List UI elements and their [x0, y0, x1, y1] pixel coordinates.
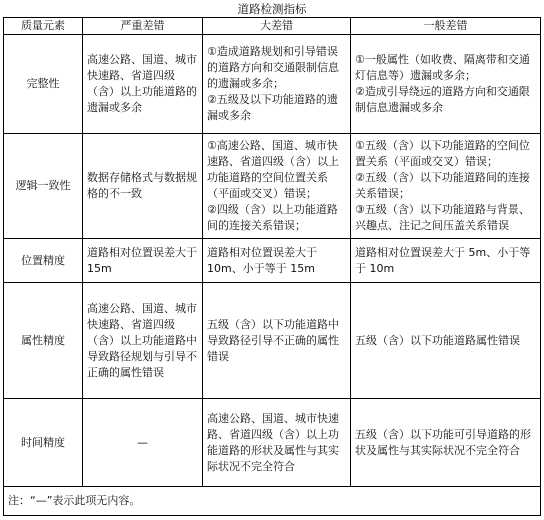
table-row [4, 283, 541, 399]
cell-severe [83, 134, 203, 239]
header-quality-element: 质量元素 [4, 18, 83, 35]
header-major-error: 大差错 [203, 18, 351, 35]
cell-general [351, 399, 541, 487]
table-row [4, 239, 541, 283]
cell-major [203, 399, 351, 487]
cell-general [351, 283, 541, 399]
cell-text: 数据存储格式与数据规格的不一致 [87, 171, 197, 200]
row-label-logical-consistency: 逻辑一致性 [4, 134, 83, 239]
header-general-error: 一般差错 [351, 18, 541, 35]
cell-general [351, 35, 541, 134]
cell-text: 高速公路、国道、城市快速路、省道四级（含）以上功能道路的形状及属性与其实际状况不完全符合 [207, 411, 339, 473]
cell-text: 高速公路、国道、城市快速路、省道四级（含）以上功能道路中导致路径规划与引导不正确的属性错误 [87, 301, 197, 379]
row-label-position-accuracy: 位置精度 [4, 239, 83, 283]
cell-text: ①造成道路规划和引导错误的道路方向和交通限制信息的遗漏或多余； [207, 45, 339, 90]
row-label-completeness: 完整性 [4, 35, 83, 134]
table-title: 道路检测指标 [237, 2, 307, 16]
cell-general [351, 239, 541, 283]
header-severe-error: 严重差错 [83, 18, 203, 35]
cell-text: 高速公路、国道、城市快速路、省道四级（含）以上功能道路的遗漏或多余 [87, 53, 197, 114]
cell-text: 道路相对位置误差大于 10m、小于等于 15m [207, 245, 317, 275]
header-row [4, 18, 541, 35]
table-row [4, 399, 541, 487]
cell-text: ①高速公路、国道、城市快速路、省道四级（含）以上功能道路的空间位置关系（平面或交叉）错误； [207, 139, 339, 200]
cell-text: 五级（含）以下功能可引导道路的形状及属性与其实际状况不完全符合 [355, 427, 531, 457]
cell-major [203, 35, 351, 134]
row-label-temporal-accuracy: 时间精度 [4, 399, 83, 487]
road-inspection-table [3, 17, 541, 516]
table-row [4, 35, 541, 134]
cell-severe [83, 399, 203, 487]
cell-text: — [137, 435, 148, 449]
cell-text: ②五级及以下功能道路的遗漏或多余 [207, 93, 338, 122]
cell-text: ②五级（含）以下功能道路间的连接关系错误； [355, 171, 530, 200]
cell-severe [83, 283, 203, 399]
cell-text: ①一般属性（如收费、隔离带和交通灯信息等）遗漏或多余； [355, 53, 530, 82]
cell-text: ①五级（含）以下功能道路的空间位置关系（平面或交叉）错误； [355, 139, 530, 168]
cell-text: 五级（含）以下功能道路中导致路径引导不正确的属性错误 [207, 317, 339, 363]
cell-major [203, 283, 351, 399]
cell-major [203, 134, 351, 239]
cell-general [351, 134, 541, 239]
cell-major [203, 239, 351, 283]
cell-text: 道路相对位置误差大于 15m [87, 245, 197, 275]
note-row [4, 487, 541, 516]
cell-text: 五级（含）以下功能道路属性错误 [355, 333, 520, 347]
cell-text: ③五级（含）以下功能道路与背景、兴趣点、注记之间压盖关系错误 [355, 203, 530, 232]
cell-text: ②造成引导绕远的道路方向和交通限制信息遗漏或多余 [355, 85, 530, 114]
cell-severe [83, 239, 203, 283]
table-note: 注：“—”表示此项无内容。 [4, 487, 541, 516]
cell-text: ②四级（含）以上功能道路间的连接关系错误； [207, 203, 338, 232]
cell-text: 道路相对位置误差大于 5m、小于等于 10m [355, 245, 531, 275]
table-row [4, 134, 541, 239]
cell-severe [83, 35, 203, 134]
row-label-attribute-accuracy: 属性精度 [4, 283, 83, 399]
